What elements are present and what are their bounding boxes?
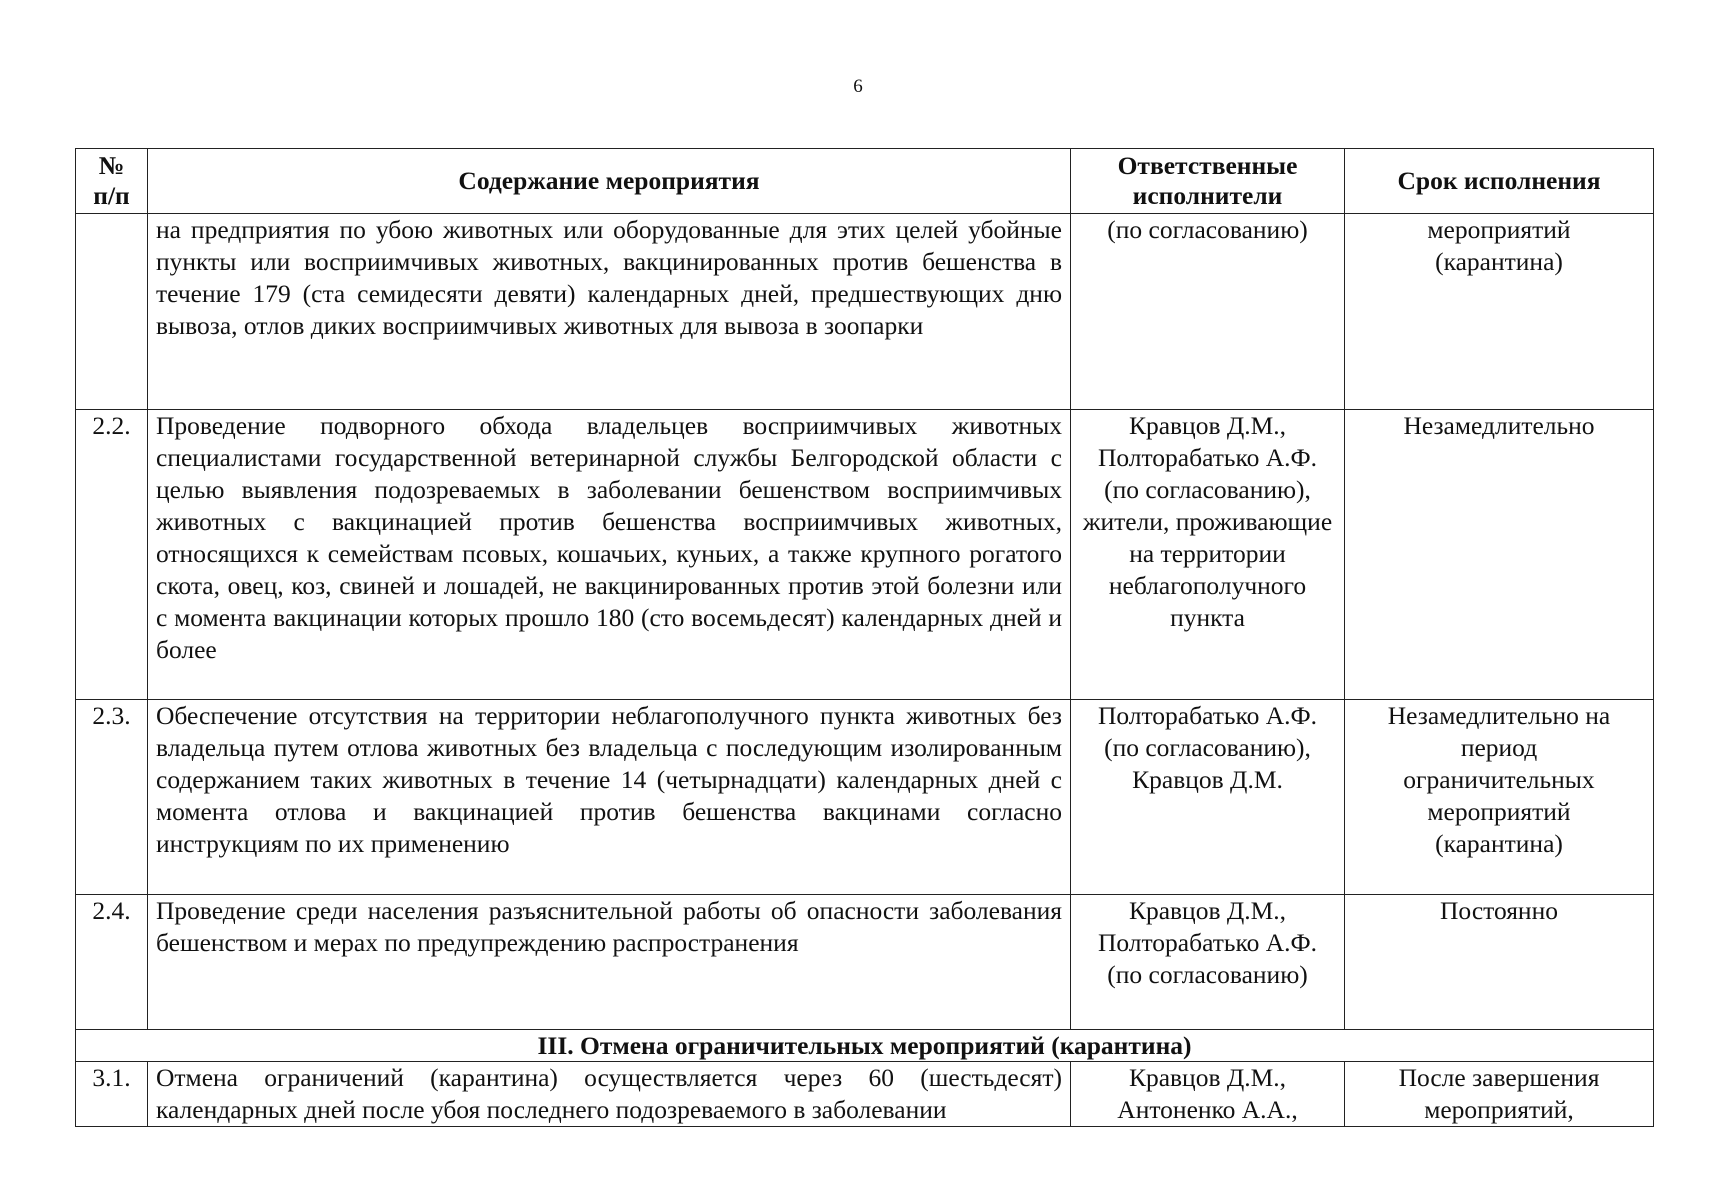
table-row [76, 895, 1654, 1030]
row-responsible [1071, 895, 1345, 1030]
row-term-text: Незамедлительно на период ограничительных мероприятий (карантина) [1387, 701, 1611, 858]
header-content: Содержание мероприятия [148, 149, 1071, 214]
row-number: 3.1. [76, 1062, 148, 1127]
table-row [76, 1062, 1654, 1127]
table-row [76, 214, 1654, 410]
row-term-text: мероприятий (карантина) [1427, 215, 1571, 276]
row-responsible: (по согласованию) [1071, 214, 1345, 410]
header-number-line2: п/п [93, 181, 130, 210]
row-responsible-text: Полторабатько А.Ф. (по согласованию), Кравцов Д.М. [1097, 701, 1318, 794]
row-number [76, 214, 148, 410]
row-term-text: После завершения мероприятий, [1398, 1063, 1600, 1124]
row-responsible: Кравцов Д.М., Полторабатько А.Ф. (по согласованию), жители, проживающие на территории неблагополучного пункта [1071, 410, 1345, 700]
header-responsible-line2: исполнители [1132, 181, 1283, 210]
row-responsible [1071, 700, 1345, 895]
header-number-line1: № [98, 151, 125, 180]
page-number: 6 [853, 76, 863, 97]
row-responsible-text: Кравцов Д.М., Антоненко А.А., [1117, 1063, 1298, 1124]
row-number: 2.3. [76, 700, 148, 895]
row-number: 2.4. [76, 895, 148, 1030]
section-row [76, 1030, 1654, 1062]
row-responsible [1071, 1062, 1345, 1127]
row-term: Незамедлительно [1345, 410, 1654, 700]
row-content: Отмена ограничений (карантина) осуществляется через 60 (шестьдесят) календарных дней после убоя последнего подозреваемого в заболевании [148, 1062, 1071, 1127]
header-number [76, 149, 148, 214]
row-term: Постоянно [1345, 895, 1654, 1030]
row-number: 2.2. [76, 410, 148, 700]
row-content: на предприятия по убою животных или оборудованные для этих целей убойные пункты или восприимчивых животных, вакцинированных против бешенства в течение 179 (ста семидесяти девяти) календарных дней, предшествующих дню вывоза, отлов диких восприимчивых животных для вывоза в зоопарки [148, 214, 1071, 410]
table-row [76, 700, 1654, 895]
header-term: Срок исполнения [1345, 149, 1654, 214]
row-term [1345, 700, 1654, 895]
row-content: Проведение подворного обхода владельцев восприимчивых животных специалистами государственной ветеринарной службы Белгородской области с целью выявления подозреваемых в заболевании бешенством восприимчивых животных с вакцинацией против бешенства восприимчивых животных, относящихся к семействам псовых, кошачьих, куньих, а также крупного рогатого скота, овец, коз, свиней и лошадей, не вакцинированных против этой болезни или с момента вакцинации которых прошло 180 (сто восемьдесят) календарных дней и более [148, 410, 1071, 700]
row-responsible-text: Кравцов Д.М., Полторабатько А.Ф. (по согласованию) [1097, 896, 1318, 989]
header-responsible-line1: Ответственные [1117, 151, 1298, 180]
row-content: Проведение среди населения разъяснительной работы об опасности заболевания бешенством и мерах по предупреждению распространения [148, 895, 1071, 1030]
table-row [76, 410, 1654, 700]
table-header-row [76, 149, 1654, 214]
section-title: III. Отмена ограничительных мероприятий (карантина) [76, 1030, 1654, 1062]
measures-table [75, 148, 1654, 1127]
row-content: Обеспечение отсутствия на территории неблагополучного пункта животных без владельца путем отлова животных без владельца с последующим изолированным содержанием таких животных в течение 14 (четырнадцати) календарных дней с момента отлова и вакцинацией против бешенства вакцинами согласно инструкциям по их применению [148, 700, 1071, 895]
row-term [1345, 214, 1654, 410]
row-term [1345, 1062, 1654, 1127]
header-responsible [1071, 149, 1345, 214]
